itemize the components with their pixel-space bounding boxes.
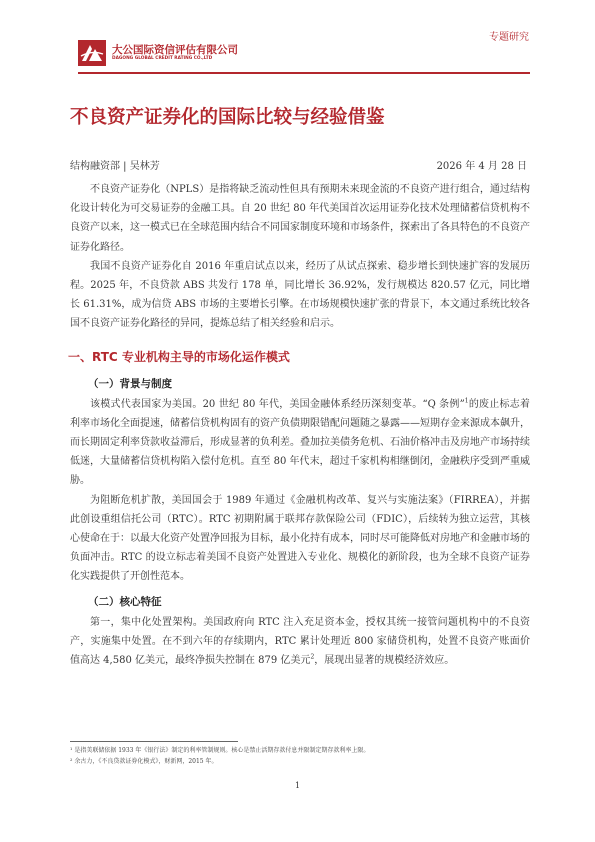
intro-paragraph-2: 我国不良资产证券化自 2016 年重启试点以来，经历了从试点探索、稳步增长到快速扩容的发展历程。2025 年，不良贷款 ABS 共发行 178 单，同比增长 36.92%，发行规模达 820.57 亿元，同比增长 61.31%，成为信贷 ABS 市场的主要增长引擎。在市场规模快速扩张的背景下，本文通过系统比较各国不良资产证券化路径的异同，提炼总结了相关经验和启示。 bbox=[70, 260, 530, 330]
features-paragraph-1 bbox=[70, 613, 530, 671]
paragraph-text: 的废止标志着利率市场化全面提速，储蓄信贷机构固有的资产负债期限错配问题随之暴露——短期存金来源成本飙升，而长期固定利率贷款收益滞后，形成显著的负利差。叠加拉美债务危机、石油价格冲击及房地产市场持续低迷，大量储蓄信贷机构陷入偿付危机。直至 80 年代末，超过千家机构相继倒闭，金融秩序受到严重威胁。 bbox=[70, 398, 530, 487]
page-header bbox=[0, 0, 595, 76]
subsection-heading-features: （二）核心特征 bbox=[88, 595, 162, 608]
header-divider bbox=[78, 72, 530, 74]
paragraph-text: 该模式代表国家为美国。20 世纪 80 年代，美国金融体系经历深刻变革。“Q 条例” bbox=[90, 398, 465, 410]
author-line: 结构融资部 | 吴林芳 bbox=[70, 161, 160, 172]
footnote-ref-2[interactable]: 2 bbox=[310, 653, 315, 661]
article-body bbox=[70, 180, 530, 670]
footnote-1: ¹ 是指美联储依据 1933 年《银行法》制定的利率管制规则。核心是禁止活期存款付息并限制定期存款利率上限。 bbox=[70, 747, 370, 754]
footnote-2: ² 余古力，《不良贷款证券化模式》，财新网，2015 年。 bbox=[70, 758, 218, 765]
section-heading-1: 一、RTC 专业机构主导的市场化运作模式 bbox=[68, 349, 290, 364]
logo-chinese-name: 大公国际资信评估有限公司 bbox=[112, 44, 238, 56]
paragraph-text: ，展现出显著的规模经济效应。 bbox=[314, 655, 455, 667]
subsection-heading-background: （一）背景与制度 bbox=[88, 377, 172, 390]
company-logo bbox=[78, 40, 238, 66]
footnotes bbox=[70, 745, 530, 767]
paragraph-text: 第一，集中化处置架构。美国政府向 RTC 注入充足资本金，授权其统一接管问题机构中的不良资产，实施集中处置。在不到六年的存续期内，RTC 累计处理近 800 家储贷机构，处置不良资产账面价值高达 4,580 亿美元，最终净损失控制在 879 亿美元 bbox=[70, 616, 530, 667]
footnote-ref-1[interactable]: 1 bbox=[464, 397, 469, 405]
publish-date: 2026 年 4 月 28 日 bbox=[436, 161, 527, 172]
intro-paragraph-1: 不良资产证券化（NPLS）是指将缺乏流动性但具有预期未来现金流的不良资产进行组合，通过结构化设计转化为可交易证券的金融工具。自 20 世纪 80 年代美国首次运用证券化技术处理储蓄信贷机构不良资产以来，这一模式已在全球范围内结合不同国家制度环境和市场条件，探索出了各具特色的不良资产证券化路径。 bbox=[70, 184, 530, 253]
footnote-divider bbox=[70, 741, 238, 742]
page-number: 1 bbox=[294, 781, 301, 790]
logo-english-name: DAGONG GLOBAL CREDIT RATING CO.,LTD bbox=[112, 56, 213, 61]
page-title: 不良资产证券化的国际比较与经验借鉴 bbox=[70, 107, 385, 128]
dagong-logo-icon bbox=[78, 40, 106, 66]
report-category-tag: 专题研究 bbox=[489, 32, 529, 43]
background-paragraph-2: 为阻断危机扩散，美国国会于 1989 年通过《金融机构改革、复兴与实施法案》（FIRREA），并据此创设重组信托公司（RTC）。RTC 初期附属于联邦存款保险公司（FDIC），后续转为独立运营，其核心使命在于：以最大化资产处置净回报为目标，最小化持有成本，同时尽可能降低对房地产和金融市场的负面冲击。RTC 的设立标志着美国不良资产处置进入专业化、规模化的新阶段，也为全球不良资产证券化实践提供了开创性范本。 bbox=[70, 494, 530, 583]
background-paragraph-1 bbox=[70, 395, 530, 491]
